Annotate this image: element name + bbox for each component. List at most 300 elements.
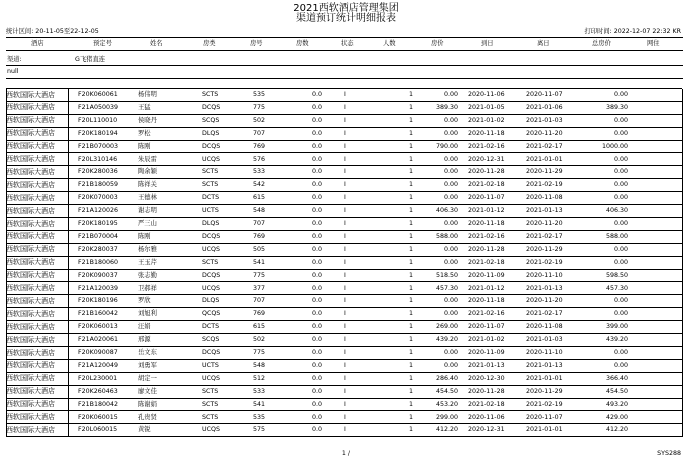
cell-status: I xyxy=(344,245,346,253)
cell-room-count: 0.0 xyxy=(312,194,323,202)
cell-guests: 1 xyxy=(408,374,413,382)
table-row xyxy=(0,218,692,230)
cell-guests: 1 xyxy=(408,168,413,176)
cell-guests: 1 xyxy=(408,181,413,189)
cell-room-type: UCTS xyxy=(202,361,219,369)
cell-booking-no: F20K280036 xyxy=(78,168,118,176)
cell-room-no: 576 xyxy=(253,155,266,163)
cell-total-rate: 429.00 xyxy=(605,413,628,421)
cell-room-type: DCQS xyxy=(202,103,221,111)
cell-room-type: DCQS xyxy=(202,232,221,240)
cell-booking-no: F20L230001 xyxy=(78,374,118,382)
cell-arrival: 2021-01-05 xyxy=(468,103,505,111)
cell-room-no: 548 xyxy=(253,361,266,369)
cell-status: I xyxy=(344,258,346,266)
cell-hotel: 西软国际大酒店 xyxy=(6,309,55,318)
cell-guests: 1 xyxy=(408,142,413,150)
cell-total-rate: 389.30 xyxy=(605,103,628,111)
cell-booking-no: F21B180060 xyxy=(78,258,118,266)
cell-rate: 412.20 xyxy=(435,426,458,434)
cell-room-no: 505 xyxy=(253,245,266,253)
cell-hotel: 西软国际大酒店 xyxy=(6,425,55,434)
cell-status: I xyxy=(344,361,346,369)
cell-room-type: UCQS xyxy=(202,245,220,253)
col-rate: 房价 xyxy=(431,40,444,47)
cell-rate: 299.00 xyxy=(435,413,458,421)
cell-status: I xyxy=(344,129,346,137)
report-title: 2021西软酒店管理集团 xyxy=(293,3,399,14)
cell-total-rate: 412.20 xyxy=(605,426,628,434)
cell-departure: 2020-11-08 xyxy=(526,194,563,202)
table-row xyxy=(0,128,692,140)
cell-hotel: 西软国际大酒店 xyxy=(6,387,55,396)
cell-room-count: 0.0 xyxy=(312,413,323,421)
cell-total-rate: 1000.00 xyxy=(601,142,628,150)
cell-guests: 1 xyxy=(408,297,413,305)
print-time: 打印时间: 2022-12-07 22:32 KR xyxy=(584,28,681,35)
table-row xyxy=(0,412,692,424)
col-total-rate: 总房价 xyxy=(592,40,611,47)
cell-departure: 2021-02-19 xyxy=(526,181,563,189)
cell-departure: 2021-01-13 xyxy=(526,284,563,292)
cell-rate: 790.00 xyxy=(435,142,458,150)
cell-hotel: 西软国际大酒店 xyxy=(6,142,55,151)
col-status: 状态 xyxy=(341,40,354,47)
cell-arrival: 2021-01-02 xyxy=(468,336,505,344)
cell-guest-name: 王玉芹 xyxy=(138,258,157,266)
cell-status: I xyxy=(344,232,346,240)
cell-departure: 2020-11-10 xyxy=(526,271,563,279)
col-hotel: 酒店 xyxy=(31,40,44,47)
cell-guest-name: 朱辰雷 xyxy=(138,155,157,163)
cell-room-type: DLQS xyxy=(202,220,220,227)
table-row xyxy=(0,424,692,436)
cell-booking-no: F20K260463 xyxy=(78,387,118,395)
cell-room-no: 615 xyxy=(253,323,266,331)
cell-room-type: DCQS xyxy=(202,349,221,356)
cell-departure: 2021-01-03 xyxy=(526,336,563,344)
cell-room-count: 0.0 xyxy=(312,310,323,318)
channel-group-header xyxy=(6,56,683,65)
table-row xyxy=(0,270,692,282)
cell-booking-no: F20K090037 xyxy=(78,271,118,279)
cell-guests: 1 xyxy=(408,245,413,253)
cell-rate: 389.30 xyxy=(435,103,458,111)
cell-total-rate: 0.00 xyxy=(613,220,628,227)
cell-hotel: 西软国际大酒店 xyxy=(6,400,55,409)
page-number: 1 / xyxy=(341,450,351,457)
cell-hotel: 西软国际大酒店 xyxy=(6,116,55,125)
cell-total-rate: 457.30 xyxy=(605,284,628,292)
cell-rate: 518.50 xyxy=(435,271,458,279)
cell-room-no: 512 xyxy=(253,374,266,382)
cell-hotel: 西软国际大酒店 xyxy=(6,167,55,176)
table-row xyxy=(0,154,692,166)
cell-room-count: 0.0 xyxy=(312,245,323,253)
cell-arrival: 2021-02-18 xyxy=(468,181,505,189)
cell-hotel: 西软国际大酒店 xyxy=(6,413,55,421)
cell-guests: 1 xyxy=(408,271,413,279)
cell-room-type: QCQS xyxy=(202,310,221,318)
cell-room-no: 775 xyxy=(253,103,266,111)
cell-booking-no: F20L310146 xyxy=(78,155,118,163)
cell-guest-name: 刘勇军 xyxy=(138,361,157,369)
cell-room-no: 775 xyxy=(253,271,266,279)
cell-rate: 0.00 xyxy=(443,194,458,202)
cell-booking-no: F21B070004 xyxy=(78,232,118,240)
cell-guest-name: 杨伟明 xyxy=(138,91,157,98)
cell-guest-name: 廖文佳 xyxy=(138,387,157,395)
cell-room-type: UCQS xyxy=(202,374,220,382)
table-row xyxy=(0,360,692,372)
cell-rate: 0.00 xyxy=(443,245,458,253)
cell-room-type: UCQS xyxy=(202,284,220,292)
cell-status: I xyxy=(344,310,346,318)
cell-departure: 2021-01-01 xyxy=(526,155,563,163)
cell-room-type: DCQS xyxy=(202,142,221,150)
cell-arrival: 2021-01-13 xyxy=(468,361,505,369)
table-row xyxy=(0,386,692,398)
header-top-rule xyxy=(6,37,683,38)
cell-booking-no: F21B180042 xyxy=(78,400,118,408)
cell-room-count: 0.0 xyxy=(312,129,323,137)
cell-arrival: 2020-11-06 xyxy=(468,91,505,98)
cell-rate: 0.00 xyxy=(443,349,458,356)
cell-guest-name: 胡定一 xyxy=(138,374,157,382)
cell-guest-name: 陈谢娟 xyxy=(138,400,157,408)
cell-arrival: 2021-02-16 xyxy=(468,142,505,150)
col-booking-no: 预定号 xyxy=(93,40,112,47)
table-row xyxy=(0,141,692,153)
cell-hotel: 西软国际大酒店 xyxy=(6,155,55,163)
table-row xyxy=(0,89,692,101)
cell-status: I xyxy=(344,142,346,150)
cell-total-rate: 0.00 xyxy=(613,129,628,137)
cell-room-no: 548 xyxy=(253,207,266,215)
table-row xyxy=(0,321,692,333)
cell-rate: 0.00 xyxy=(443,361,458,369)
table-row xyxy=(0,115,692,127)
cell-arrival: 2021-02-16 xyxy=(468,310,505,318)
cell-guests: 1 xyxy=(408,207,413,215)
cell-room-count: 0.0 xyxy=(312,91,323,98)
cell-rate: 0.00 xyxy=(443,155,458,163)
cell-arrival: 2020-11-18 xyxy=(468,129,505,137)
table-row xyxy=(0,334,692,346)
cell-guests: 1 xyxy=(408,116,413,124)
cell-status: I xyxy=(344,271,346,279)
cell-departure: 2020-11-29 xyxy=(526,245,563,253)
cell-booking-no: F20K090087 xyxy=(78,349,118,356)
cell-arrival: 2020-11-07 xyxy=(468,194,505,202)
cell-room-no: 535 xyxy=(253,91,266,98)
cell-booking-no: F20K180196 xyxy=(78,297,118,305)
cell-booking-no: F21A020061 xyxy=(78,336,118,344)
cell-arrival: 2020-12-31 xyxy=(468,426,505,434)
cell-arrival: 2020-11-06 xyxy=(468,413,505,421)
cell-room-count: 0.0 xyxy=(312,323,323,331)
cell-guest-name: 罗欣 xyxy=(138,297,151,305)
cell-status: I xyxy=(344,155,346,163)
cell-room-no: 615 xyxy=(253,194,266,202)
cell-guests: 1 xyxy=(408,426,413,434)
cell-room-type: DLQS xyxy=(202,129,220,137)
cell-room-no: 769 xyxy=(253,142,266,150)
cell-guest-name: 孔贵贤 xyxy=(138,413,157,421)
cell-room-type: UCTS xyxy=(202,207,219,215)
cell-rate: 457.30 xyxy=(435,284,458,292)
cell-guests: 1 xyxy=(408,129,413,137)
cell-room-count: 0.0 xyxy=(312,258,323,266)
cell-total-rate: 406.30 xyxy=(605,207,628,215)
cell-status: I xyxy=(344,91,346,98)
cell-rate: 0.00 xyxy=(443,116,458,124)
table-row xyxy=(0,102,692,114)
cell-room-count: 0.0 xyxy=(312,297,323,305)
cell-booking-no: F20K280037 xyxy=(78,245,118,253)
cell-room-type: SCQS xyxy=(202,116,220,124)
cell-room-count: 0.0 xyxy=(312,349,323,356)
cell-arrival: 2021-02-16 xyxy=(468,232,505,240)
table-left-border xyxy=(6,89,7,437)
cell-hotel: 西软国际大酒店 xyxy=(6,232,55,241)
cell-guest-name: 刘旭利 xyxy=(138,310,157,318)
table-row xyxy=(0,205,692,217)
cell-total-rate: 366.40 xyxy=(605,374,628,382)
cell-room-no: 502 xyxy=(253,116,266,124)
cell-status: I xyxy=(344,194,346,202)
table-row xyxy=(0,373,692,385)
cell-hotel: 西软国际大酒店 xyxy=(6,335,55,344)
cell-guests: 1 xyxy=(408,387,413,395)
cell-room-count: 0.0 xyxy=(312,284,323,292)
cell-room-type: UCQS xyxy=(202,426,220,434)
cell-status: I xyxy=(344,349,346,356)
date-range: 统计区间: 20-11-05至22-12-05 xyxy=(6,28,99,35)
cell-hotel: 西软国际大酒店 xyxy=(6,245,55,254)
cell-hotel: 西软国际大酒店 xyxy=(6,322,55,331)
cell-room-count: 0.0 xyxy=(312,207,323,215)
cell-booking-no: F20K070003 xyxy=(78,194,118,202)
cell-status: I xyxy=(344,297,346,305)
col-guests: 人数 xyxy=(383,40,396,47)
cell-rate: 0.00 xyxy=(443,91,458,98)
cell-departure: 2021-02-19 xyxy=(526,258,563,266)
table-row xyxy=(0,257,692,269)
cell-room-type: SCTS xyxy=(202,181,219,189)
cell-room-type: SCTS xyxy=(202,400,219,408)
cell-guests: 1 xyxy=(408,258,413,266)
cell-hotel: 西软国际大酒店 xyxy=(6,103,55,112)
cell-total-rate: 399.00 xyxy=(605,323,628,331)
table-top-rule xyxy=(6,88,682,89)
cell-departure: 2021-02-17 xyxy=(526,142,563,150)
cell-room-count: 0.0 xyxy=(312,103,323,111)
cell-total-rate: 0.00 xyxy=(613,258,628,266)
cell-room-type: SCTS xyxy=(202,168,219,176)
cell-guest-name: 严三山 xyxy=(138,220,157,227)
cell-status: I xyxy=(344,387,346,395)
cell-total-rate: 0.00 xyxy=(613,245,628,253)
cell-hotel: 西软国际大酒店 xyxy=(6,90,55,99)
cell-booking-no: F20K180194 xyxy=(78,129,118,137)
cell-total-rate: 0.00 xyxy=(613,116,628,124)
cell-arrival: 2020-11-09 xyxy=(468,271,505,279)
cell-booking-no: F21B160042 xyxy=(78,310,118,318)
cell-hotel: 西软国际大酒店 xyxy=(6,374,55,383)
cell-room-type: SCTS xyxy=(202,258,219,266)
cell-guests: 1 xyxy=(408,361,413,369)
cell-departure: 2021-01-13 xyxy=(526,361,563,369)
cell-rate: 0.00 xyxy=(443,258,458,266)
cell-departure: 2020-11-08 xyxy=(526,323,563,331)
col-room-type: 房类 xyxy=(203,40,216,47)
cell-guest-name: 罗松 xyxy=(138,129,151,137)
cell-room-type: DCTS xyxy=(202,323,220,331)
cell-room-type: SCTS xyxy=(202,413,219,421)
table-row xyxy=(0,231,692,243)
cell-room-no: 502 xyxy=(253,336,266,344)
cell-guests: 1 xyxy=(408,310,413,318)
cell-room-type: SCTS xyxy=(202,91,219,98)
table-row xyxy=(0,166,692,178)
cell-status: I xyxy=(344,323,346,331)
cell-room-no: 575 xyxy=(253,426,266,434)
cell-status: I xyxy=(344,220,346,227)
table-row xyxy=(0,295,692,307)
cell-departure: 2020-11-20 xyxy=(526,129,563,137)
cell-booking-no: F21A120049 xyxy=(78,361,118,369)
cell-departure: 2021-01-01 xyxy=(526,426,563,434)
cell-arrival: 2020-11-28 xyxy=(468,387,505,395)
cell-total-rate: 0.00 xyxy=(613,310,628,318)
cell-arrival: 2020-11-18 xyxy=(468,220,505,227)
cell-guest-name: 杨尔雅 xyxy=(138,245,157,253)
cell-total-rate: 0.00 xyxy=(613,194,628,202)
cell-arrival: 2021-02-18 xyxy=(468,400,505,408)
cell-rate: 588.00 xyxy=(435,232,458,240)
cell-status: I xyxy=(344,103,346,111)
cell-room-no: 377 xyxy=(253,284,266,292)
table-right-border xyxy=(682,89,683,437)
cell-arrival: 2020-12-31 xyxy=(468,155,505,163)
cell-departure: 2020-11-20 xyxy=(526,297,563,305)
cell-departure: 2020-11-07 xyxy=(526,413,563,421)
cell-guest-name: 张志勤 xyxy=(138,271,157,279)
cell-rate: 439.20 xyxy=(435,336,458,344)
table-row xyxy=(0,192,692,204)
cell-room-no: 533 xyxy=(253,387,266,395)
cell-departure: 2021-01-01 xyxy=(526,374,563,382)
cell-hotel: 西软国际大酒店 xyxy=(6,206,55,215)
cell-hotel: 西软国际大酒店 xyxy=(6,129,55,138)
cell-guest-name: 陈刚 xyxy=(138,142,151,150)
cell-room-count: 0.0 xyxy=(312,336,323,344)
cell-arrival: 2021-01-12 xyxy=(468,284,505,292)
cell-room-no: 707 xyxy=(253,220,266,227)
table-row xyxy=(0,283,692,295)
cell-room-type: SCQS xyxy=(202,336,220,344)
cell-room-count: 0.0 xyxy=(312,374,323,382)
cell-room-type: UCQS xyxy=(202,155,220,163)
cell-booking-no: F20K060013 xyxy=(78,323,118,331)
cell-guests: 1 xyxy=(408,103,413,111)
cell-rate: 286.40 xyxy=(435,374,458,382)
cell-room-count: 0.0 xyxy=(312,271,323,279)
cell-arrival: 2021-01-02 xyxy=(468,116,505,124)
cell-total-rate: 0.00 xyxy=(613,297,628,305)
table-row xyxy=(0,347,692,359)
cell-room-no: 541 xyxy=(253,258,266,266)
cell-guest-name: 黄锐 xyxy=(138,426,151,434)
cell-departure: 2021-01-06 xyxy=(526,103,563,111)
cell-room-no: 533 xyxy=(253,168,266,176)
group-rule xyxy=(6,65,683,66)
null-rule xyxy=(6,78,683,79)
cell-booking-no: F20K060015 xyxy=(78,413,118,421)
table-row xyxy=(0,244,692,256)
cell-hotel: 西软国际大酒店 xyxy=(6,219,55,228)
cell-guests: 1 xyxy=(408,413,413,421)
cell-departure: 2020-11-10 xyxy=(526,349,563,356)
cell-room-no: 707 xyxy=(253,297,266,305)
cell-status: I xyxy=(344,413,346,421)
col-departure: 离日 xyxy=(537,40,550,47)
cell-total-rate: 493.20 xyxy=(605,400,628,408)
cell-guest-name: 王德林 xyxy=(138,194,157,202)
cell-room-no: 775 xyxy=(253,349,266,356)
table-row xyxy=(0,179,692,191)
cell-room-count: 0.0 xyxy=(312,116,323,124)
cell-room-count: 0.0 xyxy=(312,426,323,434)
cell-status: I xyxy=(344,181,346,189)
col-room-count: 房数 xyxy=(296,40,309,47)
cell-booking-no: F21B180059 xyxy=(78,181,118,189)
cell-booking-no: F21A050039 xyxy=(78,103,118,111)
cell-status: I xyxy=(344,116,346,124)
cell-departure: 2021-02-17 xyxy=(526,310,563,318)
cell-rate: 453.20 xyxy=(435,400,458,408)
cell-total-rate: 0.00 xyxy=(613,91,628,98)
col-room-no: 房号 xyxy=(250,40,263,47)
table-row xyxy=(0,399,692,411)
cell-guest-name: 陈刚 xyxy=(138,232,151,240)
cell-hotel: 西软国际大酒店 xyxy=(6,284,55,292)
col-stay: 网住 xyxy=(647,40,660,47)
cell-guests: 1 xyxy=(408,232,413,240)
cell-arrival: 2021-01-12 xyxy=(468,207,505,215)
cell-booking-no: F20K180195 xyxy=(78,220,118,227)
cell-arrival: 2020-11-18 xyxy=(468,297,505,305)
cell-total-rate: 0.00 xyxy=(613,349,628,356)
cell-guests: 1 xyxy=(408,349,413,356)
cell-room-count: 0.0 xyxy=(312,181,323,189)
cell-total-rate: 0.00 xyxy=(613,361,628,369)
cell-guest-name: 邢源 xyxy=(138,336,151,344)
cell-room-count: 0.0 xyxy=(312,387,323,395)
report-subtitle: 渠道预订统计明细报表 xyxy=(296,13,396,24)
table-row xyxy=(0,308,692,320)
cell-rate: 0.00 xyxy=(443,181,458,189)
cell-arrival: 2020-11-28 xyxy=(468,245,505,253)
cell-hotel: 西软国际大酒店 xyxy=(6,296,55,305)
cell-total-rate: 0.00 xyxy=(613,181,628,189)
cell-rate: 0.00 xyxy=(443,129,458,137)
cell-hotel: 西软国际大酒店 xyxy=(6,180,55,189)
cell-departure: 2021-02-17 xyxy=(526,232,563,240)
cell-rate: 0.00 xyxy=(443,310,458,318)
cell-room-type: DLQS xyxy=(202,297,220,305)
